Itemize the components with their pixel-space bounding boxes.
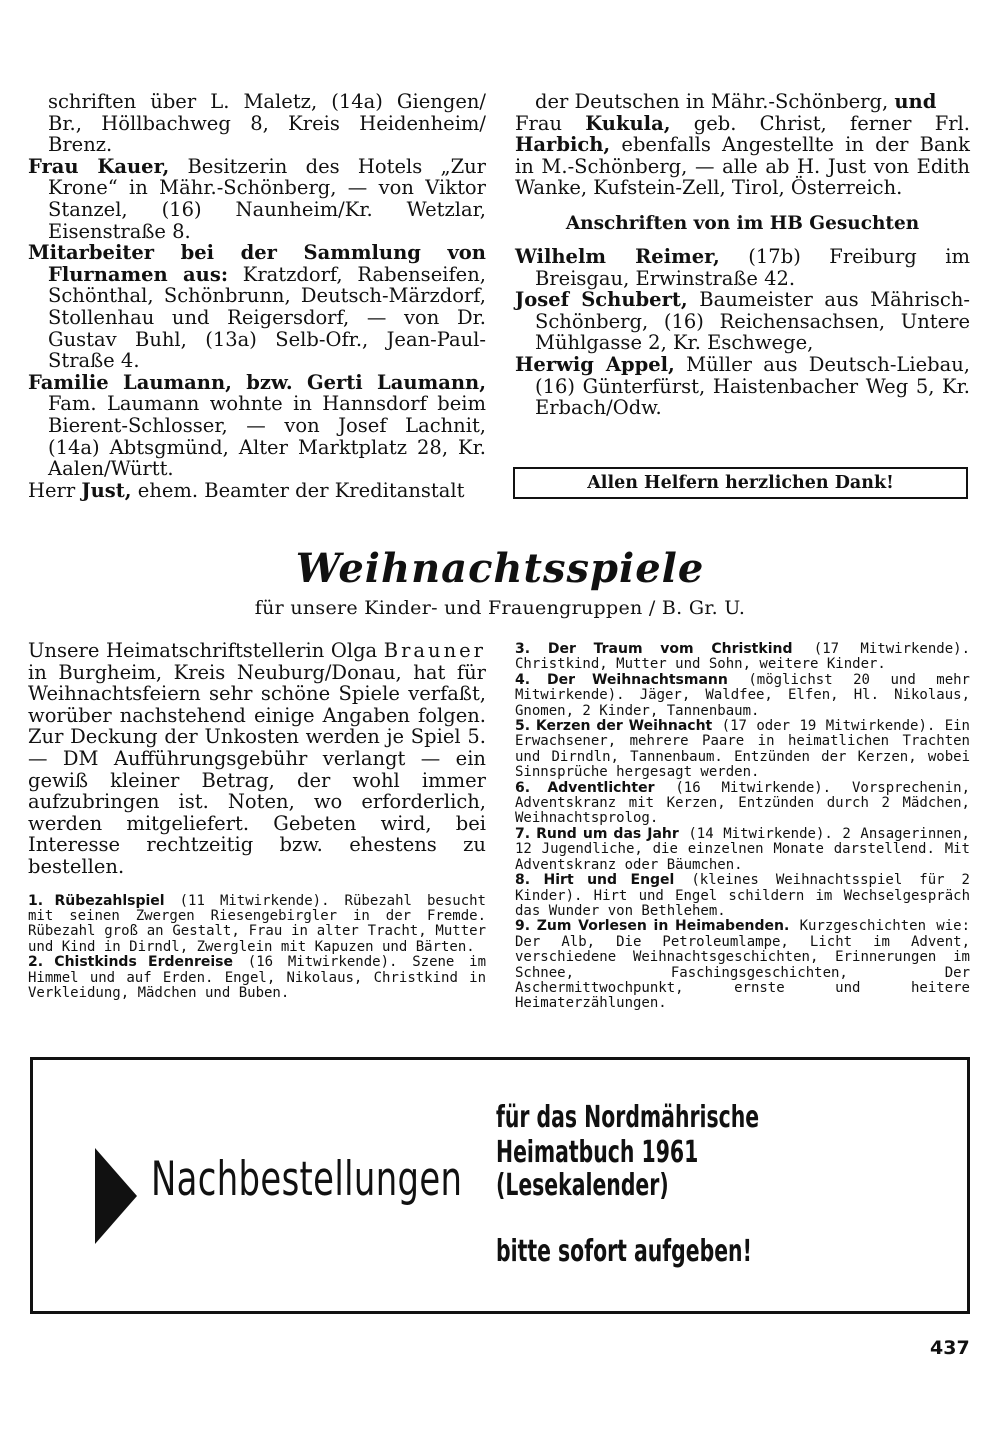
list-item [515,719,970,781]
item-head: 8. Hirt und Engel [515,872,675,889]
text-frau: Frau [515,111,586,135]
paragraph-laumann [28,372,486,480]
item-head: 3. Der Traum vom Christkind [515,641,793,657]
list-item [28,894,486,956]
text-kukula-c: geb. Christ, ferner Frl. [670,111,970,135]
item-text: (kleines Weihnachtsspiel für 2 Kinder). Hirt und Engel schildern im Wechselgespräch das Wunder von Bethlehem. [515,872,970,919]
paragraph-flurnamen [28,242,486,372]
item-head: 5. Kerzen der Weihnacht [515,718,713,735]
article-subtitle: für unsere Kinder- und Frauengruppen / B. Gr. U. [254,597,746,619]
left-top-column [28,91,486,501]
paragraph-kukula [515,113,970,199]
item-head: 6. Adventlichter [515,779,655,796]
item-head: 1. Rübezahlspiel [28,892,165,909]
name-kukula: Kukula, [585,111,671,135]
article-right-column [515,642,970,1012]
heading-flurnamen: Mitarbeiter bei der Sammlung von Flurnamen aus: [28,241,486,286]
text-laumann: Fam. Laumann wohnte in Hannsdorf beim Bierent-Schlosser, — von Josef Lachnit, (14a) Abtsgmünd, Alter Marktplatz 28, Kr. Aalen/Württ. [48,392,486,481]
item-text: (14 Mitwirkende). 2 Ansagerinnen, 12 Jugendliche, die einzelnen Monate darstellend. Mit Adventskranz oder Bäumchen. [515,825,970,873]
thanks-box [513,467,968,499]
item-text: Kurzgeschichten wie: Der Alb, Die Petroleumlampe, Licht im Advent, verschiedene Weihnachtsgeschichten, Erinnerungen im Schnee, Faschingsgeschichten, Der Aschermittwochpunkt, ernste und heitere Heimaterzählungen. [515,918,970,1012]
ad-headline: Nachbestellungen [151,1152,463,1207]
paragraph-maletz [28,91,486,156]
ad-line-lesekalender: (Lesekalender) [496,1168,669,1203]
thanks-text: Allen Helfern herzlichen Dank! [587,473,894,493]
list-item [515,781,970,827]
intro-text-a: Unsere Heimatschriftstellerin Olga [28,639,384,662]
entry-schubert [515,289,970,354]
name-harbich: Harbich, [515,133,611,157]
page-number: 437 [930,1337,970,1359]
name-schubert: Josef Schubert, [515,288,688,312]
article-title: Weihnachtsspiele [295,545,705,592]
text-maletz: schriften über L. Maletz, (14a) Giengen/ Br., Höllbachweg 8, Kreis Heidenheim/ Brenz. [48,90,486,157]
heading-gesuchte: Anschriften von im HB Gesuchten [565,212,920,234]
name-reimer: Wilhelm Reimer, [515,244,720,268]
article-left-column [28,640,486,1001]
item-text: (17 Mitwirkende). Christkind, Mutter und Sohn, weitere Kinder. [515,641,970,673]
name-kauer: Frau Kauer, [28,154,170,178]
word-und: und [894,90,937,113]
text-kukula-d: ebenfalls Angestellte in der Bank in M.-Schönberg, — alle ab H. Just von Edith Wanke, Kufstein-Zell, Tirol, Österreich. [515,133,970,200]
item-text: (16 Mitwirkende). Szene im Himmel und auf Erden. Engel, Nikolaus, Christkind in Verkleidung, Mädchen und Buben. [28,954,487,1001]
text-flurnamen: Kratzdorf, Rabenseifen, Schönthal, Schönbrunn, Deutsch-Märzdorf, Stollenhau und Reigersdorf, — von Dr. Gustav Buhl, (13a) Selb-Ofr., Jean-Paul-Straße 4. [48,262,486,373]
item-head: 7. Rund um das Jahr [515,825,679,842]
list-item [515,827,970,873]
name-appel: Herwig Appel, [515,352,675,376]
triangle-right-icon [95,1148,137,1244]
intro-text-b: in Burgheim, Kreis Neuburg/Donau, hat für Weihnachtsfeiern sehr schöne Spiele verfaßt, worüber nachstehend einige Angaben folgen. Zur Deckung der Unkosten werden je Spiel 5.— DM Aufführungsgebühr verlangt — ein gewiß kleiner Betrag, der wohl immer aufzubringen ist. Noten, wo erforderlich, werden mitgeliefert. Gebeten wird, bei Interesse rechtzeitig bzw. ehestens zu bestellen. [28,660,486,878]
text-just-a: Herr [28,478,82,502]
right-top-column [515,91,970,419]
ad-line-aufgeben: bitte sofort aufgeben! [496,1234,752,1269]
item-text: (möglichst 20 und mehr Mitwirkende). Jäger, Waldfee, Elfen, Hl. Nikolaus, Gnomen, 2 Kinder, Tannenbaum. [515,671,970,719]
text-just-rest: ehem. Beamter der Kreditanstalt [131,478,465,502]
entry-appel [515,354,970,419]
paragraph-kauer [28,156,486,242]
article-intro [28,640,486,878]
text-reimer: (17b) Freiburg im Breisgau, Erwinstraße 42. [535,244,970,290]
list-item [515,919,970,1011]
list-item [515,673,970,719]
text-deutschen-a: der Deutschen in Mähr.-Schönberg, [535,90,895,113]
paragraph-deutschen [515,91,970,113]
ad-box [30,1057,970,1314]
list-item [28,955,486,1001]
list-item [515,642,970,673]
item-head: 9. Zum Vorlesen in Heimabenden. [515,918,790,935]
name-just: Just, [81,478,132,502]
paragraph-just [28,480,486,502]
entry-reimer [515,246,970,289]
text-schubert: Baumeister aus Mährisch-Schönberg, (16) Reichensachsen, Untere Mühlgasse 2, Kr. Eschwege, [535,288,971,355]
item-head: 2. Chistkinds Erdenreise [28,954,233,971]
item-text: (11 Mitwirkende). Rübezahl besucht mit seinen Zwergen Riesengebirgler in der Fremde. Rübezahl groß an Gestalt, Frau in alter Tracht, Mutter und Kind in Dirndl, Zwerglein mit Kapuzen und Bärten. [28,892,486,955]
heading-laumann: Familie Laumann, bzw. Gerti Laumann, [28,370,486,394]
ad-line-heimatbuch: für das Nordmährische Heimatbuch 1961 [496,1100,760,1170]
item-text: (16 Mitwirkende). Vorsprechenin, Adventskranz mit Kerzen, Entzünden durch 2 Mädchen, Weihnachtsprolog. [515,779,970,827]
text-kauer: Besitzerin des Hotels „Zur Krone“ in Mähr.-Schönberg, — von Viktor Stanzel, (16) Naunheim/Kr. Wetzlar, Eisenstraße 8. [48,154,486,243]
text-appel: Müller aus Deutsch-Liebau, (16) Günterfürst, Haistenbacher Weg 5, Kr. Erbach/Odw. [535,352,970,420]
list-item [515,873,970,919]
item-text: (17 oder 19 Mitwirkende). Ein Erwachsener, mehrere Paare in heimatlichen Trachten und Dirndln, Tannenbaum. Entzünden der Kerzen, wobei Sinnsprüche hergesagt werden. [515,718,970,781]
item-head: 4. Der Weihnachtsmann [515,671,728,688]
intro-name-braun: Brauner [383,639,486,662]
